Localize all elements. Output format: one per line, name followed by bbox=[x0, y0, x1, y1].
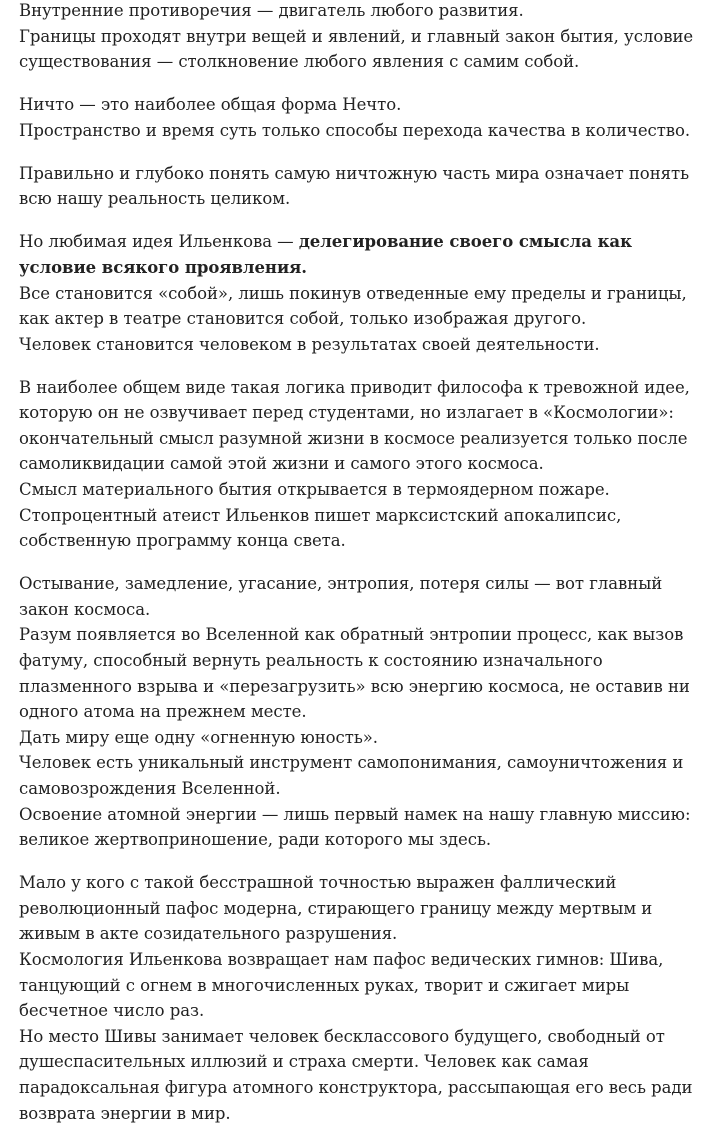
text-line: Человек есть уникальный инструмент самопонимания, самоуничтожения и самовозрождения Вселенной. bbox=[19, 753, 684, 798]
text-lead: Но любимая идея Ильенкова — bbox=[19, 232, 299, 252]
text-line: Внутренние противоречия — двигатель любого развития. bbox=[19, 1, 524, 20]
article-body bbox=[19, 0, 699, 1126]
text-line: Все становится «собой», лишь покинув отведенные ему пределы и границы, как актер в театре становится собой, только изображая другого. bbox=[19, 283, 687, 329]
paragraph-cosmology bbox=[19, 375, 699, 554]
text-line: Космология Ильенкова возвращает нам пафос ведических гимнов: Шива, танцующий с огнем в многочисленных руках, творит и сжигает миры бесчетное число раз. bbox=[19, 949, 664, 1021]
text-line bbox=[19, 229, 699, 280]
paragraph-entropy bbox=[19, 571, 699, 853]
text-line: Правильно и глубоко понять самую ничтожную часть мира означает понять всю нашу реальность целиком. bbox=[19, 163, 690, 209]
text-line: Разум появляется во Вселенной как обратный энтропии процесс, как вызов фатуму, способный вернуть реальность к состоянию изначального плазменного взрыва и «перезагрузить» всю энергию космоса, не оставив ни одного атома на прежнем месте. bbox=[19, 625, 690, 722]
text-line: Стопроцентный атеист Ильенков пишет марксистский апокалипсис, собственную программу конца света. bbox=[19, 505, 622, 551]
text-line: Остывание, замедление, угасание, энтропия, потеря силы — вот главный закон космоса. bbox=[19, 574, 663, 619]
paragraph-understanding bbox=[19, 161, 699, 212]
text-line: Смысл материального бытия открывается в термоядерном пожаре. bbox=[19, 480, 610, 500]
text-line: Мало у кого с такой бесстрашной точностью выражен фаллический революционный пафос модерна, стирающего границу между мертвым и живым в акте созидательного разрушения. bbox=[19, 873, 653, 944]
paragraph-nothing bbox=[19, 92, 699, 143]
paragraph-contradictions bbox=[19, 0, 699, 75]
bold-emphasis: делегирование своего смысла как условие всякого проявления. bbox=[19, 232, 632, 277]
text-line: Границы проходят внутри вещей и явлений, и главный закон бытия, условие существования — столкновение любого явления с самим собой. bbox=[19, 26, 694, 72]
text-line: Освоение атомной энергии — лишь первый намек на нашу главную миссию: великое жертвоприношение, ради которого мы здесь. bbox=[19, 804, 691, 850]
text-line: Пространство и время суть только способы перехода качества в количество. bbox=[19, 120, 691, 140]
text-line: В наиболее общем виде такая логика приводит философа к тревожной идее, которую он не озвучивает перед студентами, но излагает в «Космологии»: окончательный смысл разумной жизни в космосе реализуется только после самоликвидации самой этой жизни и самого этого космоса. bbox=[19, 377, 690, 474]
paragraph-delegation bbox=[19, 229, 699, 357]
text-line: Человек становится человеком в результатах своей деятельности. bbox=[19, 334, 600, 354]
paragraph-shiva bbox=[19, 870, 699, 1126]
text-line: Но место Шивы занимает человек бесклассового будущего, свободный от душеспасительных иллюзий и страха смерти. Человек как самая парадоксальная фигура атомного конструктора, рассыпающая его весь ради возврата энергии в мир. bbox=[19, 1026, 693, 1123]
text-line: Дать миру еще одну «огненную юность». bbox=[19, 727, 378, 747]
text-line: Ничто — это наиболее общая форма Нечто. bbox=[19, 95, 402, 115]
